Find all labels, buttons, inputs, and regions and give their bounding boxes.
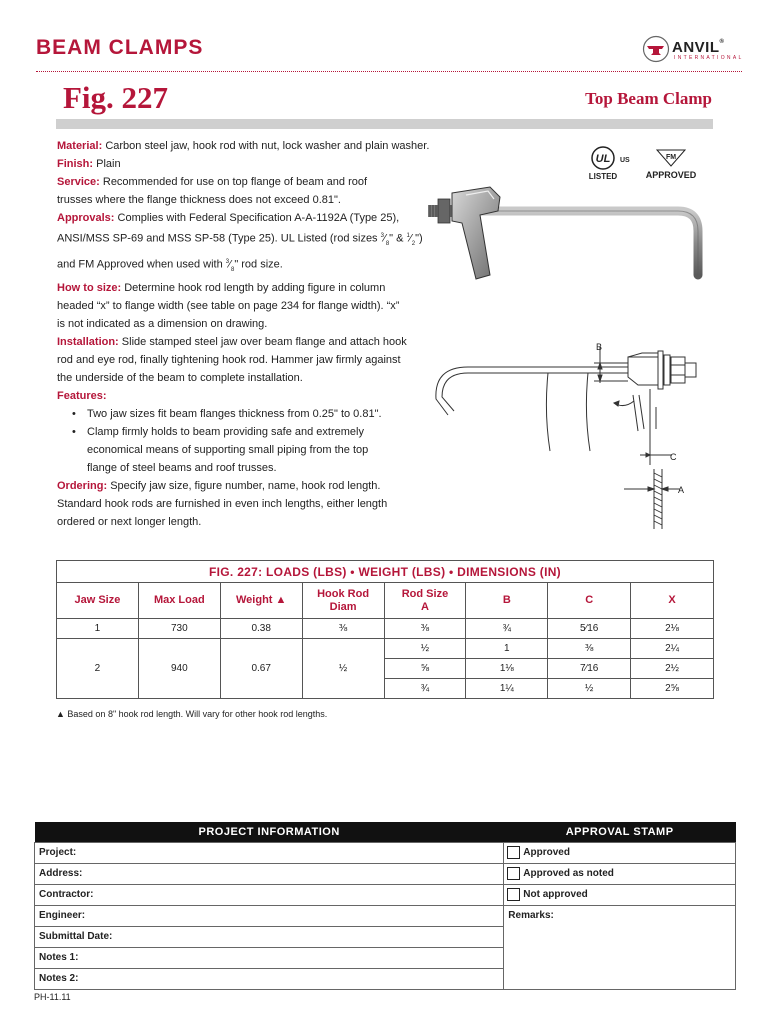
cell-a: ⅝	[384, 659, 466, 679]
approval-stamp-header: APPROVAL STAMP	[504, 822, 736, 842]
approvals-label: Approvals:	[57, 212, 115, 224]
field-notes-1-label: Notes 1:	[39, 952, 79, 963]
cell-weight: 0.67	[220, 639, 302, 699]
installation-text: Slide stamped steel jaw over beam flange and attach hook rod and eye rod, finally tightening hook rod. Hammer jaw firmly against the underside of the beam to complete installation.	[57, 335, 407, 384]
col-rod-size-a-line2: A	[420, 600, 429, 613]
approvals-frac-3-num: 3	[225, 258, 230, 265]
features-list	[57, 405, 387, 477]
cell-load: 730	[138, 619, 220, 639]
project-information-section	[34, 822, 736, 990]
cell-c: ⅜	[548, 639, 631, 659]
service-text: Recommended for use on top flange of beam and roof trusses where the flange thickness does not exceed 0.81".	[57, 176, 368, 206]
material-paragraph	[57, 137, 467, 155]
approvals-text-3: ") and FM Approved when used with	[57, 232, 423, 271]
section-title: BEAM CLAMPS	[36, 36, 204, 59]
feature-item: • Clamp firmly holds to beam providing safe and extremely economical means of supporting small piping from the top flange of steel beams and roof trusses.	[75, 423, 387, 477]
ul-mark: UL	[595, 153, 611, 165]
finish-text: Plain	[96, 158, 121, 170]
ul-listed-text: LISTED	[588, 172, 618, 181]
cell-jaw: 1	[57, 619, 139, 639]
approvals-frac-1-num: 3	[380, 233, 384, 239]
cell-c: ½	[548, 679, 631, 699]
col-rod-size-a-line1: Rod Size	[401, 587, 449, 600]
approved-as-noted-checkbox[interactable]	[507, 867, 520, 880]
cell-hook: ⅜	[302, 619, 384, 639]
installation-paragraph	[57, 333, 407, 387]
dimension-label-b: B	[596, 342, 603, 352]
material-text: Carbon steel jaw, hook rod with nut, lock washer and plain washer.	[105, 140, 430, 152]
ul-region: US	[620, 157, 630, 164]
cell-a: ¾	[384, 679, 466, 699]
dimension-label-c: C	[670, 452, 677, 462]
table-row	[57, 639, 714, 659]
table-header-row	[57, 583, 714, 619]
how-to-size-text: Determine hook rod length by adding figure in column headed “x” to flange width (see table on page 234 for flange width). “x” is not indicated as a dimension on drawing.	[57, 281, 400, 330]
ordering-paragraph	[57, 477, 407, 531]
product-photo	[418, 175, 718, 285]
features-label-line	[57, 387, 467, 405]
approvals-frac-2-den: 2	[411, 240, 416, 247]
cell-b: 1¼	[466, 679, 548, 699]
finish-label: Finish:	[57, 158, 94, 170]
approvals-frac-1-den: 8	[385, 240, 390, 247]
figure-title: Fig. 227	[63, 80, 169, 115]
field-project-label: Project:	[39, 847, 77, 858]
field-contractor[interactable]	[35, 884, 504, 905]
field-contractor-label: Contractor:	[39, 889, 94, 900]
approval-option-approved[interactable]	[504, 842, 736, 863]
col-rod-size-a	[384, 583, 466, 619]
service-paragraph	[57, 173, 387, 209]
field-notes-1[interactable]	[35, 947, 504, 968]
technical-drawing	[428, 333, 718, 533]
field-project[interactable]	[35, 842, 504, 863]
cell-c: 5⁄16	[548, 619, 631, 639]
ordering-text: Specify jaw size, figure number, name, hook rod length. Standard hook rods are furnished in even inch lengths, either length ordered or next longer length.	[57, 479, 388, 528]
approvals-text-1: Complies with Federal Specification A-A-1192A (Type 25), ANSI/MSS SP-69 and MSS SP-58 (Type 25). UL Listed (rod sizes	[57, 212, 400, 245]
title-bar	[56, 119, 713, 129]
project-information-table	[34, 822, 736, 990]
cell-b: 1⅛	[466, 659, 548, 679]
field-engineer[interactable]	[35, 905, 504, 926]
field-notes-2-label: Notes 2:	[39, 973, 79, 984]
col-jaw-size: Jaw Size	[57, 583, 139, 619]
anvil-logo	[642, 34, 742, 64]
document-code: PH-11.11	[34, 992, 71, 1002]
cell-x: 2⅝	[631, 679, 714, 699]
installation-label: Installation:	[57, 335, 119, 348]
cell-b: 1	[466, 639, 548, 659]
spec-text	[57, 137, 467, 531]
dimension-label-a: A	[678, 485, 685, 495]
approval-option-approved-as-noted[interactable]	[504, 863, 736, 884]
cell-jaw: 2	[57, 639, 139, 699]
approvals-frac-2-num: 1	[406, 233, 410, 239]
approved-as-noted-label: Approved as noted	[523, 868, 614, 880]
cell-b: ¾	[466, 619, 548, 639]
field-submittal-date-label: Submittal Date:	[39, 931, 113, 942]
remarks-label: Remarks:	[508, 909, 554, 921]
field-address[interactable]	[35, 863, 504, 884]
field-engineer-label: Engineer:	[39, 910, 86, 921]
finish-paragraph	[57, 155, 467, 173]
cell-a: ½	[384, 639, 466, 659]
header-rule	[36, 71, 742, 72]
approvals-text-2: " &	[389, 232, 404, 245]
not-approved-checkbox[interactable]	[507, 888, 520, 901]
fm-mark: FM	[665, 154, 677, 161]
figure-subtitle: Top Beam Clamp	[585, 89, 712, 108]
col-c: C	[548, 583, 631, 619]
cell-x: 2½	[631, 659, 714, 679]
cell-c: 7⁄16	[548, 659, 631, 679]
approvals-paragraph: Approvals: Complies with Federal Specification A-A-1192A (Type 25), ANSI/MSS SP-69 and MSS SP-58 (Type 25). UL Listed (rod sizes $^3⁄_8$" & $^1⁄_2$") and FM Approved when used with $^3⁄_8$" rod size.	[57, 212, 423, 273]
feature-item: • Two jaw sizes fit beam flanges thickness from 0.25" to 0.81".	[75, 405, 387, 423]
col-max-load: Max Load	[138, 583, 220, 619]
col-weight: Weight ▲	[220, 583, 302, 619]
logo-registered: ®	[719, 39, 725, 45]
not-approved-label: Not approved	[523, 889, 588, 901]
col-hook-rod-diam: Hook Rod Diam	[302, 583, 384, 619]
approval-option-not-approved[interactable]	[504, 884, 736, 905]
field-submittal-date[interactable]	[35, 926, 504, 947]
service-label: Service:	[57, 176, 100, 188]
approved-label: Approved	[523, 847, 570, 859]
col-b: B	[466, 583, 548, 619]
how-to-size-label: How to size:	[57, 281, 122, 294]
anvil-logo-icon	[642, 35, 670, 63]
logo-sub: INTERNATIONAL	[674, 55, 744, 61]
approved-checkbox[interactable]	[507, 846, 520, 859]
table-footnote: ▲ Based on 8" hook rod length. Will vary for other hook rod lengths.	[56, 709, 328, 719]
dimensions-table-section	[56, 560, 714, 699]
approvals-frac-3-den: 8	[230, 266, 235, 273]
col-x: X	[631, 583, 714, 619]
material-label: Material:	[57, 140, 103, 152]
approvals-text-4: " rod size.	[234, 258, 283, 271]
how-to-size-paragraph	[57, 279, 407, 333]
field-notes-2[interactable]	[35, 968, 504, 989]
project-information-header: PROJECT INFORMATION	[35, 822, 504, 842]
cell-hook: ½	[302, 639, 384, 699]
logo-name: ANVIL	[672, 39, 720, 56]
fm-approved-text: APPROVED	[645, 170, 697, 180]
cell-x: 2¼	[631, 639, 714, 659]
cell-x: 2⅛	[631, 619, 714, 639]
cell-load: 940	[138, 639, 220, 699]
features-label: Features:	[57, 389, 107, 402]
ordering-label: Ordering:	[57, 479, 108, 492]
cell-a: ⅜	[384, 619, 466, 639]
table-title: FIG. 227: LOADS (LBS) • WEIGHT (LBS) • DIMENSIONS (IN)	[56, 560, 714, 582]
cell-weight: 0.38	[220, 619, 302, 639]
table-row	[57, 619, 714, 639]
dimensions-table	[56, 582, 714, 699]
remarks-area[interactable]	[504, 905, 736, 989]
field-address-label: Address:	[39, 868, 83, 879]
